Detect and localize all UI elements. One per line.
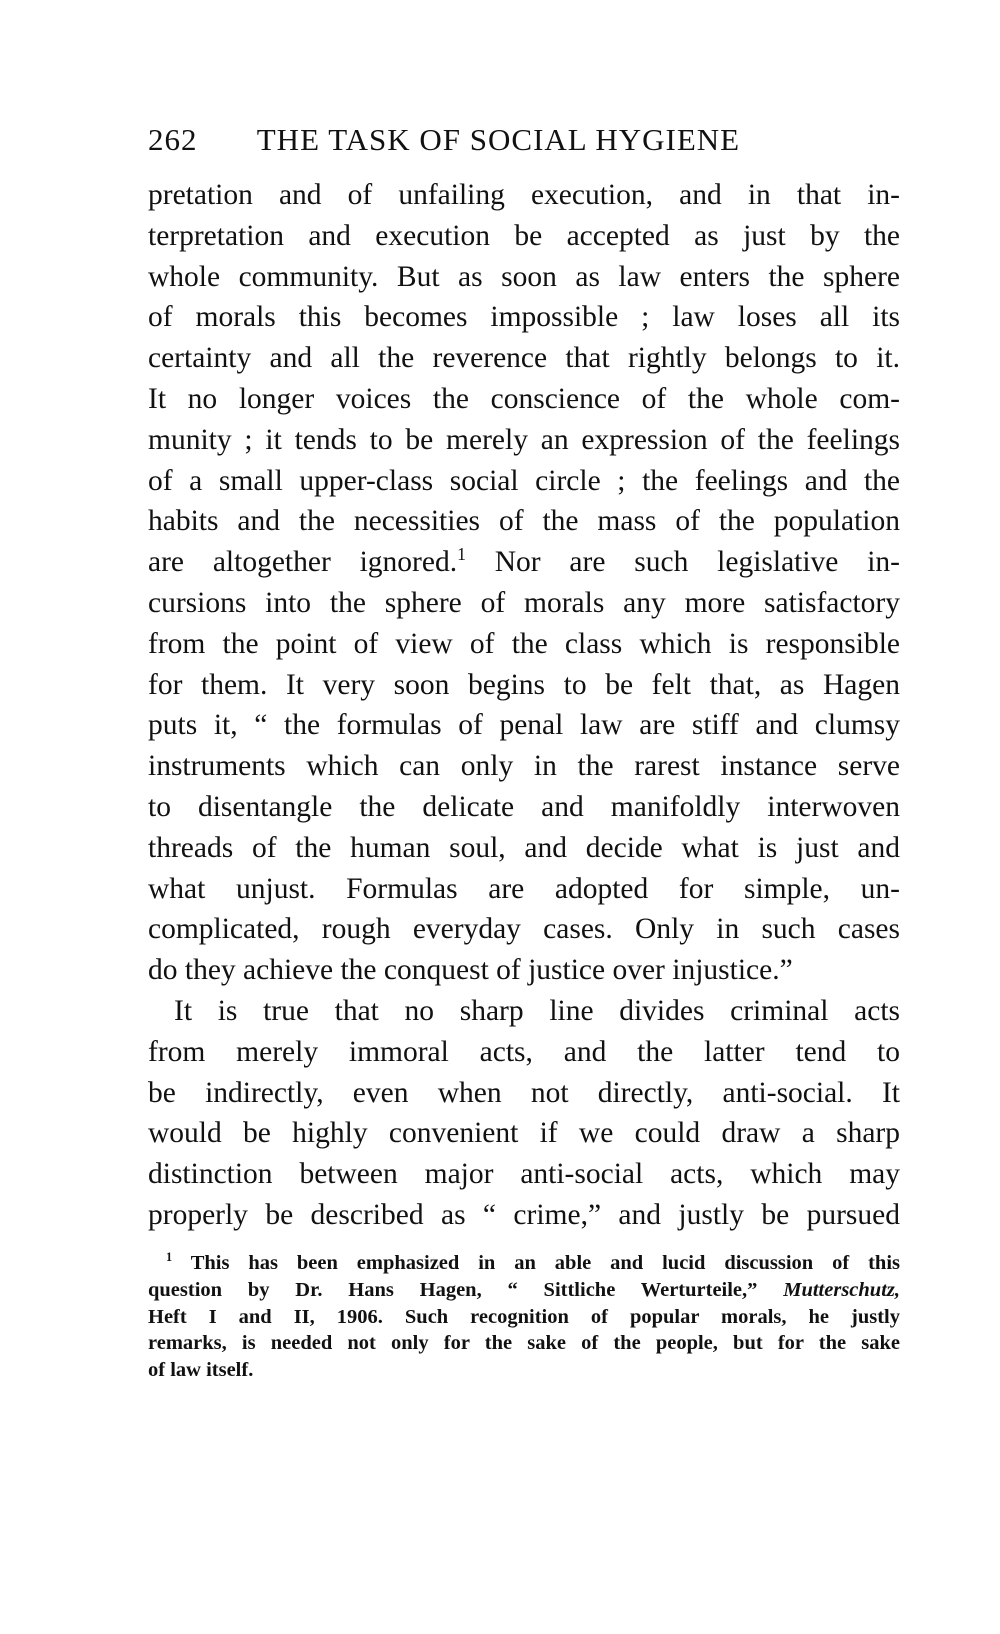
text-line: terpretation and execution be accepted as just by the xyxy=(148,219,900,252)
text-line: be indirectly, even when not directly, anti-social. It xyxy=(148,1076,900,1109)
text-line: cursions into the sphere of morals any more satisfactory xyxy=(148,586,900,619)
text-line-with-footnote-ref xyxy=(148,542,900,583)
text-segment: are altogether ignored. xyxy=(148,546,458,579)
text-line: for them. It very soon begins to be felt that, as Hagen xyxy=(148,668,900,701)
text-segment: question by Dr. Hans Hagen, “ Sittliche Werturteile,” xyxy=(148,1278,784,1301)
text-line: instruments which can only in the rarest instance serve xyxy=(148,750,900,783)
text-line: would be highly convenient if we could draw a sharp xyxy=(148,1117,900,1150)
text-line: pretation and of unfailing execution, and in that in- xyxy=(148,179,900,211)
text-line: what unjust. Formulas are adopted for simple, un- xyxy=(148,872,900,905)
footnote-line xyxy=(148,1250,900,1277)
text-segment: This has been emphasized in an able and lucid discussion of this xyxy=(172,1252,900,1274)
running-head xyxy=(148,122,908,166)
journal-title: Mutterschutz, xyxy=(783,1278,900,1301)
text-line: puts it, “ the formulas of penal law are stiff and clumsy xyxy=(148,709,900,742)
text-line: from the point of view of the class which is responsible xyxy=(148,627,900,660)
text-line: properly be described as “ crime,” and justly be pursued xyxy=(148,1198,900,1231)
footnote-line: Heft I and II, 1906. Such recognition of popular morals, he justly xyxy=(148,1305,900,1328)
text-line: of a small upper-class social circle ; the feelings and the xyxy=(148,464,900,497)
text-line: to disentangle the delicate and manifoldly interwoven xyxy=(148,790,900,823)
text-line: munity ; it tends to be merely an expression of the feelings xyxy=(148,423,900,456)
footnote-line: of law itself. xyxy=(148,1359,254,1382)
text-line: It is true that no sharp line divides criminal acts xyxy=(174,994,900,1027)
text-segment: Nor are such legislative in- xyxy=(465,546,900,579)
page-number: 262 xyxy=(148,122,198,157)
text-line: threads of the human soul, and decide what is just and xyxy=(148,831,900,864)
text-line: do they achieve the conquest of justice over injustice.” xyxy=(148,954,793,987)
text-line: distinction between major anti-social acts, which may xyxy=(148,1158,900,1191)
body-text xyxy=(148,175,900,1236)
running-title: THE TASK OF SOCIAL HYGIENE xyxy=(256,122,741,157)
footnote-marker: 1 xyxy=(166,1250,173,1265)
text-line: habits and the necessities of the mass of the population xyxy=(148,505,900,538)
text-line: from merely immoral acts, and the latter tend to xyxy=(148,1035,900,1068)
footnote xyxy=(148,1250,900,1384)
text-line: of morals this becomes impossible ; law loses all its xyxy=(148,301,900,334)
text-line: It no longer voices the conscience of the whole com- xyxy=(148,382,900,415)
footnote-line xyxy=(148,1277,900,1304)
text-line: complicated, rough everyday cases. Only in such cases xyxy=(148,913,900,946)
text-line: whole community. But as soon as law enters the sphere xyxy=(148,260,900,293)
footnote-line: remarks, is needed not only for the sake of the people, but for the sake xyxy=(148,1332,900,1355)
text-line: certainty and all the reverence that rightly belongs to it. xyxy=(148,342,900,375)
footnote-reference: 1 xyxy=(457,544,466,565)
